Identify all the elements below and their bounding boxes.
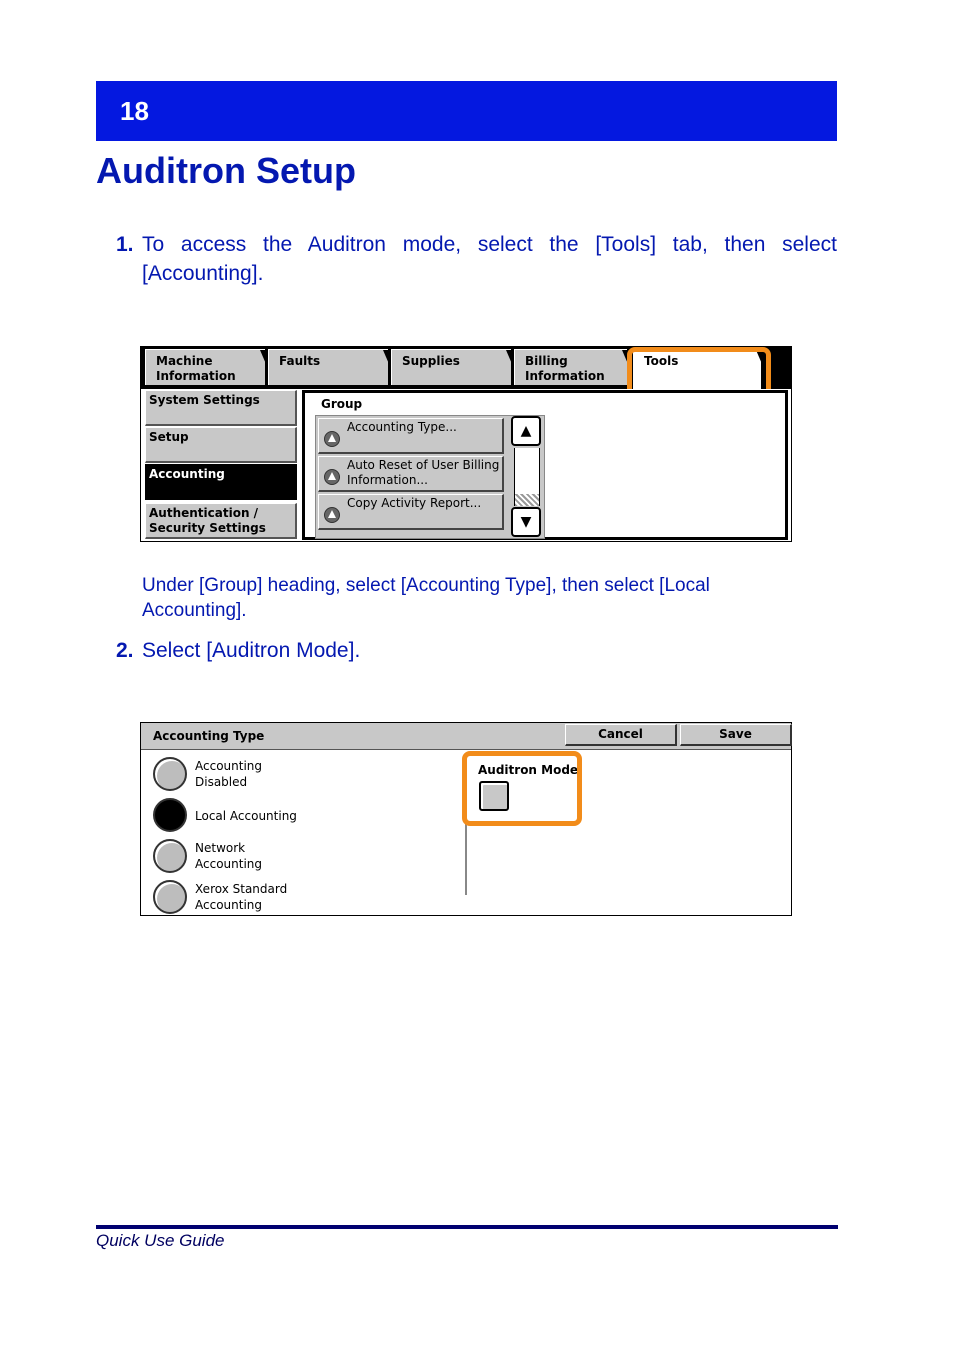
- sidebar-item-label: Setup: [149, 430, 189, 444]
- tab-label: Machine Information: [156, 354, 236, 383]
- group-item-label: Accounting Type...: [347, 420, 457, 434]
- option-label: Network Accounting: [195, 841, 263, 871]
- tab-machine-information[interactable]: [145, 349, 265, 385]
- step-1-number: 1.: [116, 233, 134, 256]
- scroll-thumb[interactable]: [515, 494, 539, 506]
- cancel-button[interactable]: Cancel: [565, 724, 677, 746]
- group-item-accounting-type[interactable]: [318, 418, 504, 454]
- auditron-highlight: [462, 751, 582, 826]
- option-label: Local Accounting: [195, 809, 297, 823]
- sidebar-item-authentication[interactable]: [145, 503, 297, 539]
- radio-button[interactable]: [153, 839, 187, 873]
- option-label: Accounting Disabled: [195, 759, 263, 789]
- group-label: Group: [321, 397, 363, 411]
- group-item-label: Auto Reset of User Billing Information...: [347, 458, 500, 487]
- screen-title: Accounting Type: [153, 729, 265, 743]
- step-1-text: To access the Auditron mode, select the [Tools] tab, then select [Accounting].: [142, 233, 837, 285]
- option-label: Xerox Standard Accounting: [195, 882, 288, 912]
- screen-header: [141, 723, 791, 750]
- step-2: [116, 636, 837, 665]
- scroll-up-icon[interactable]: ▲: [511, 416, 541, 446]
- arrow-up-icon: [324, 507, 340, 523]
- option-accounting-disabled[interactable]: [151, 755, 451, 795]
- tab-label: Billing Information: [525, 354, 605, 383]
- scroll-down-icon[interactable]: ▼: [511, 507, 541, 537]
- sidebar-item-system-settings[interactable]: [145, 390, 297, 426]
- step-1: [116, 230, 837, 288]
- tab-faults[interactable]: [268, 349, 388, 385]
- tools-screen: [140, 346, 792, 542]
- accounting-type-screen: [140, 722, 792, 916]
- option-xerox-standard-accounting[interactable]: [151, 878, 451, 918]
- tab-label: Supplies: [402, 354, 460, 368]
- group-list: [315, 415, 545, 539]
- arrow-up-icon: [324, 431, 340, 447]
- sidebar-item-label: System Settings: [149, 393, 260, 407]
- option-network-accounting[interactable]: [151, 837, 451, 877]
- instruction-note: Under [Group] heading, select [Accounting Type], then select [Local Accounting].: [142, 575, 710, 621]
- tab-supplies[interactable]: [391, 349, 511, 385]
- radio-button[interactable]: [153, 880, 187, 914]
- sidebar-item-setup[interactable]: [145, 427, 297, 463]
- page-title: Auditron Setup: [96, 150, 356, 191]
- group-panel: [302, 390, 788, 540]
- tab-label: Faults: [279, 354, 321, 368]
- arrow-up-icon: [324, 469, 340, 485]
- divider: [465, 823, 467, 895]
- footer-rule: [96, 1225, 838, 1229]
- header-bar: [96, 81, 837, 141]
- tab-billing-information[interactable]: [514, 349, 627, 385]
- save-button[interactable]: Save: [680, 724, 792, 746]
- group-item-copy-activity-report[interactable]: [318, 494, 504, 530]
- radio-button-selected[interactable]: [153, 798, 187, 832]
- radio-button[interactable]: [153, 757, 187, 791]
- step-2-text: Select [Auditron Mode].: [142, 639, 361, 662]
- group-item-label: Copy Activity Report...: [347, 496, 482, 510]
- scrollbar[interactable]: [510, 416, 542, 538]
- sidebar-item-label: Authentication / Security Settings: [149, 506, 266, 535]
- step-2-number: 2.: [116, 639, 134, 662]
- auditron-mode-label: Auditron Mode: [478, 763, 579, 777]
- page-number: 18: [120, 96, 149, 126]
- option-local-accounting[interactable]: [151, 796, 451, 836]
- tab-label: Tools: [644, 354, 679, 368]
- footer-text: Quick Use Guide: [96, 1231, 225, 1250]
- sidebar-item-accounting[interactable]: [145, 464, 297, 500]
- group-item-auto-reset[interactable]: [318, 456, 504, 492]
- scroll-track[interactable]: [514, 448, 540, 506]
- sidebar-item-label: Accounting: [149, 467, 225, 481]
